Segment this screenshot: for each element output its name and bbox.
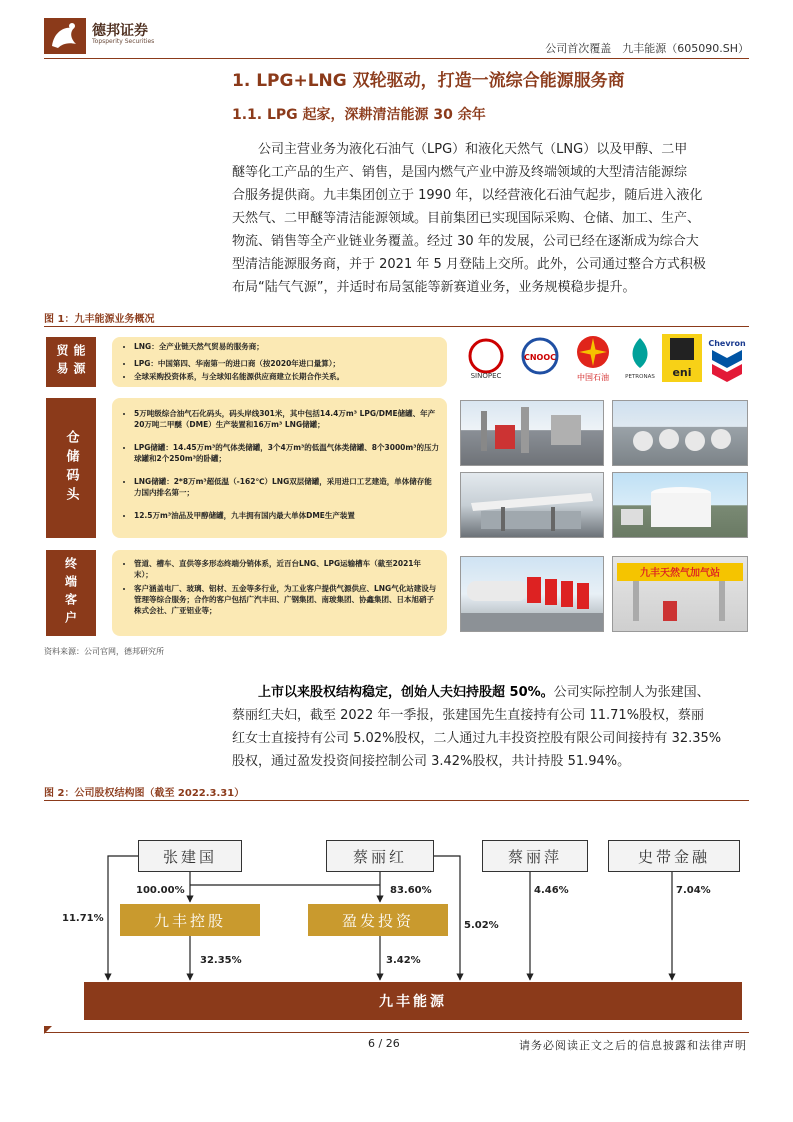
paragraph-line: 天然气、二甲醚等清洁能源领域。目前集团已实现国际采购、仓储、加工、生产、 — [232, 211, 701, 226]
pct-holding-to-company: 32.35% — [200, 955, 242, 966]
entity-yingfa-investment: 盈发投资 — [308, 904, 448, 936]
category-end-customers: 终端客户 — [46, 550, 96, 636]
figure-source: 资料来源：公司官网，德邦研究所 — [44, 647, 164, 656]
holder-shidai-finance: 史带金融 — [608, 840, 740, 872]
pct-cai-direct: 5.02% — [464, 920, 499, 931]
logo-label: eni — [672, 366, 692, 379]
logo-subtext: Topsperity Securities — [92, 38, 155, 45]
logo-label: Chevron — [708, 339, 746, 348]
company-jiufeng-energy: 九丰能源 — [84, 982, 742, 1020]
pct-yingfa-to-company: 3.42% — [386, 955, 421, 966]
logo-text: 德邦证券 — [92, 23, 148, 39]
list-item: • LNG：全产业链天然气贸易的服务商； — [134, 341, 439, 352]
holder-zhang-jianguo: 张建国 — [138, 840, 242, 872]
pct-zhang-direct: 11.71% — [62, 913, 104, 924]
list-item: • LPG储罐：14.45万m³的气体类储罐，3个4万m³的低温气体类储罐、8个3000m³的压力球罐和2个250m³的卧罐； — [134, 442, 439, 464]
paragraph-line: 红女士直接持有公司 5.02%股权，二人通过九丰投资控股有限公司间接持有 32.35% — [232, 731, 722, 746]
paragraph-text: 公司实际控制人为张建国、 — [553, 685, 710, 700]
holder-cai-lihong: 蔡丽红 — [326, 840, 434, 872]
paragraph-line: 布局“陆气气源”，并适时布局氢能等新赛道业务，业务规模稳步提升。 — [232, 280, 636, 295]
logo-label: CNOOC — [523, 353, 557, 362]
paragraph-line: 醚等化工产品的生产、销售，是国内燃气产业中游及终端领域的大型清洁能源综 — [232, 165, 688, 180]
pct-cai-to-yingfa: 83.60% — [390, 885, 432, 896]
list-item: • 5万吨级综合油气石化码头，码头岸线301米，其中包括14.4万m³ LPG/DME储罐、年产20万吨二甲醚（DME）生产装置和16万m³ LNG储罐； — [134, 408, 439, 430]
category-energy-trade: 能源贸易 — [46, 337, 96, 387]
figure-2-title: 图 2：公司股权结构图（截至 2022.3.31） — [44, 788, 245, 799]
logo-label: 中国石油 — [577, 373, 609, 382]
paragraph-line: 公司主营业务为液化石油气（LPG）和液化天然气（LNG）以及甲醇、二甲 — [232, 142, 688, 157]
subsection-title: 1.1. LPG 起家，深耕清洁能源 30 余年 — [232, 107, 486, 123]
list-item: • 管道、槽车、直供等多形态终端分销体系，近百台LNG、LPG运输槽车（截至2021年末）； — [134, 558, 439, 580]
list-item: • LPG：中国第四、华南第一的进口商（按2020年进口量算）； — [134, 358, 439, 369]
pct-zhang-to-holding: 100.00% — [136, 885, 185, 896]
paragraph-line: 蔡丽红夫妇，截至 2022 年一季报，张建国先生直接持有公司 11.71%股权，蔡丽 — [232, 708, 705, 723]
paragraph-line: 合服务提供商。九丰集团创立于 1990 年，以经营液化石油气起步，随后进入液化 — [232, 188, 703, 203]
station-sign-text: 九丰天然气加气站 — [640, 568, 720, 579]
legal-disclaimer: 请务必阅读正文之后的信息披露和法律声明 — [519, 1039, 747, 1052]
logo-label: SINOPEC — [470, 372, 502, 380]
list-item: • 12.5万m³油品及甲醇储罐，九丰拥有国内最大单体DME生产装置 — [134, 510, 439, 521]
paragraph-line: 型清洁能源服务商，并于 2021 年 5 月登陆上交所。此外，公司通过整合方式积极 — [232, 257, 706, 272]
pct-shidai: 7.04% — [676, 885, 711, 896]
entity-jiufeng-holding: 九丰控股 — [120, 904, 260, 936]
list-item: • 客户涵盖电厂、玻璃、铝材、五金等多行业，为工业客户提供气源供应、LNG气化站建设与管理等综合服务；合作的客户包括广汽丰田、广钢集团、南玻集团、协鑫集团、日本旭硝子株式会社、广亚铝业等； — [134, 583, 439, 616]
paragraph-line: 股权，通过盈发投资间接控制公司 3.42%股权，共计持股 51.94%。 — [232, 754, 631, 769]
paragraph-line: 物流、销售等全产业链业务覆盖。经过 30 年的发展，公司已经在逐渐成为综合大 — [232, 234, 699, 249]
section-title: 1. LPG+LNG 双轮驱动，打造一流综合能源服务商 — [232, 71, 625, 91]
figure-1-title: 图 1：九丰能源业务概况 — [44, 314, 155, 325]
header-report-title: 公司首次覆盖 九丰能源（605090.SH） — [545, 42, 749, 55]
page-number: 6 / 26 — [368, 1037, 400, 1050]
list-item: • LNG储罐：2*8万m³超低温（-162℃）LNG双层储罐，采用进口工艺建造，单体储存能力国内排名第一； — [134, 476, 439, 498]
pct-cai-liping: 4.46% — [534, 885, 569, 896]
paragraph-lead: 上市以来股权结构稳定，创始人夫妇持股超 50%。 — [258, 685, 554, 700]
category-storage-terminal: 仓储码头 — [46, 398, 96, 538]
holder-cai-liping: 蔡丽萍 — [482, 840, 588, 872]
footer-corner-mark — [44, 1026, 52, 1034]
list-item: • 全球采购投资体系，与全球知名能源供应商建立长期合作关系。 — [134, 371, 439, 382]
logo-label: PETRONAS — [625, 374, 655, 380]
footer-divider — [44, 1032, 749, 1033]
